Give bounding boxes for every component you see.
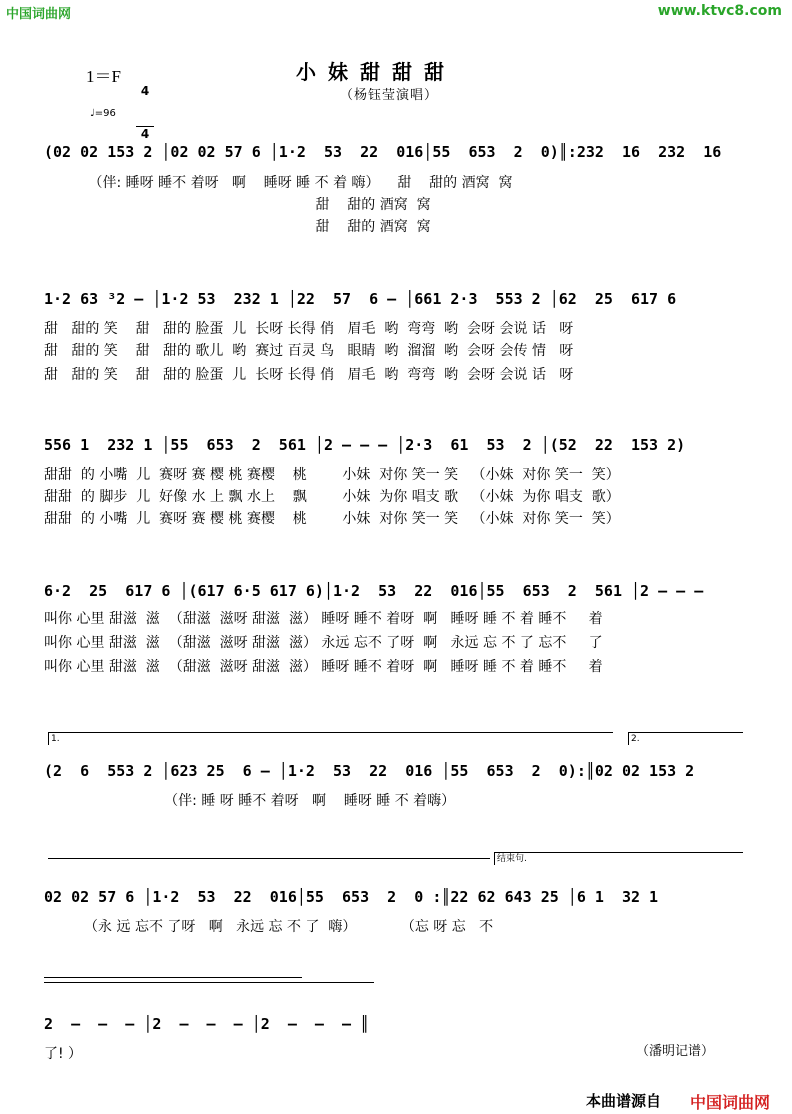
system-2-lyrics-3: 甜 甜的 笑 甜 甜的 脸蛋 儿 长呀 长得 俏 眉毛 哟 弯弯 哟 会呀 会说 话 呀 [44, 367, 574, 383]
system-7-notes: 2 – – – │2 – – – │2 – – – ║ [44, 1015, 370, 1033]
system-4-lyrics-2: 叫你 心里 甜滋 滋 （甜滋 滋呀 甜滋 滋） 永远 忘不 了呀 啊 永远 忘 不 了 忘不 了 [44, 635, 603, 651]
key-signature: 1＝F [86, 67, 121, 86]
singer-credit: （杨钰莹演唱） [340, 88, 439, 103]
decor-rule-1 [44, 977, 302, 978]
song-title: 小妹甜甜甜 [296, 60, 456, 84]
system-6-lyrics-1: （永 远 忘不 了呀 啊 永远 忘 不 了 嗨） （忘 呀 忘 不 [44, 919, 494, 935]
decor-rule-2 [44, 982, 374, 983]
watermark-right: www.ktvc8.com [657, 3, 782, 19]
time-signature [136, 56, 154, 155]
coda-rule-left [48, 858, 490, 859]
volta-1-bracket [48, 732, 613, 745]
system-6-notes: 02 02 57 6 │1·2 53 22 016│55 653 2 0 :║22 62 643 25 │6 1 32 1 [44, 888, 659, 906]
footer-brand[interactable]: 中国词曲网 [690, 1093, 771, 1112]
system-3-lyrics-1: 甜甜 的 小嘴 儿 赛呀 赛 樱 桃 赛樱 桃 小妹 对你 笑一 笑 （小妹 对你 笑一 笑） [44, 467, 620, 483]
system-4-notes: 6·2 25 617 6 │(617 6·5 617 6)│1·2 53 22 016│55 653 2 561 │2 – – – [44, 582, 704, 600]
system-1-lyrics-3: 甜 甜的 酒窝 窝 [44, 219, 431, 235]
tempo-mark: ♩=96 [90, 108, 116, 119]
system-1-lyrics-1: （伴: 睡呀 睡不 着呀 啊 睡呀 睡 不 着 嗨） 甜 甜的 酒窝 窝 [44, 175, 513, 191]
system-3-lyrics-3: 甜甜 的 小嘴 儿 赛呀 赛 樱 桃 赛樱 桃 小妹 对你 笑一 笑 （小妹 对你 笑一 笑） [44, 511, 620, 527]
system-4-lyrics-3: 叫你 心里 甜滋 滋 （甜滋 滋呀 甜滋 滋） 睡呀 睡不 着呀 啊 睡呀 睡 不 着 睡不 着 [44, 659, 603, 675]
system-3-notes: 556 1 232 1 │55 653 2 561 │2 – – – │2·3 61 53 2 │(52 22 153 2) [44, 436, 686, 454]
transcriber-credit: （潘明记谱） [636, 1044, 715, 1059]
meter-bottom: 4 [136, 126, 154, 141]
system-3-lyrics-2: 甜甜 的 脚步 儿 好像 水 上 飘 水上 飘 小妹 为你 唱支 歌 （小妹 为你 唱支 歌） [44, 489, 620, 505]
system-7-lyrics-1: 了! ） [44, 1046, 83, 1062]
system-4-lyrics-1: 叫你 心里 甜滋 滋 （甜滋 滋呀 甜滋 滋） 睡呀 睡不 着呀 啊 睡呀 睡 不 着 睡不 着 [44, 611, 603, 627]
system-2-lyrics-1: 甜 甜的 笑 甜 甜的 脸蛋 儿 长呀 长得 俏 眉毛 哟 弯弯 哟 会呀 会说 话 呀 [44, 321, 574, 337]
system-1-notes: (02 02 153 2 │02 02 57 6 │1·2 53 22 016│55 653 2 0)║:232 16 232 16 [44, 143, 722, 161]
system-2-notes: 1·2 63 ³2 – │1·2 53 232 1 │22 57 6 – │661 2·3 553 2 │62 25 617 6 [44, 290, 677, 308]
footer-source-label: 本曲谱源自 [586, 1092, 662, 1110]
volta-1-label: 1. [51, 734, 60, 744]
system-5-notes: (2 6 553 2 │623 25 6 – │1·2 53 22 016 │55 653 2 0):║02 02 153 2 [44, 762, 695, 780]
volta-2-bracket [628, 732, 743, 745]
system-5-lyrics-1: （伴: 睡 呀 睡不 着呀 啊 睡呀 睡 不 着嗨） [44, 793, 456, 809]
system-2-lyrics-2: 甜 甜的 笑 甜 甜的 歌儿 哟 赛过 百灵 鸟 眼睛 哟 溜溜 哟 会呀 会传 情 呀 [44, 343, 574, 359]
coda-label: 结束句. [497, 854, 527, 864]
meter-top: 4 [140, 84, 150, 98]
system-1-lyrics-2: 甜 甜的 酒窝 窝 [44, 197, 431, 213]
coda-bracket [494, 852, 743, 865]
volta-2-label: 2. [631, 734, 640, 744]
watermark-left: 中国词曲网 [6, 7, 72, 22]
